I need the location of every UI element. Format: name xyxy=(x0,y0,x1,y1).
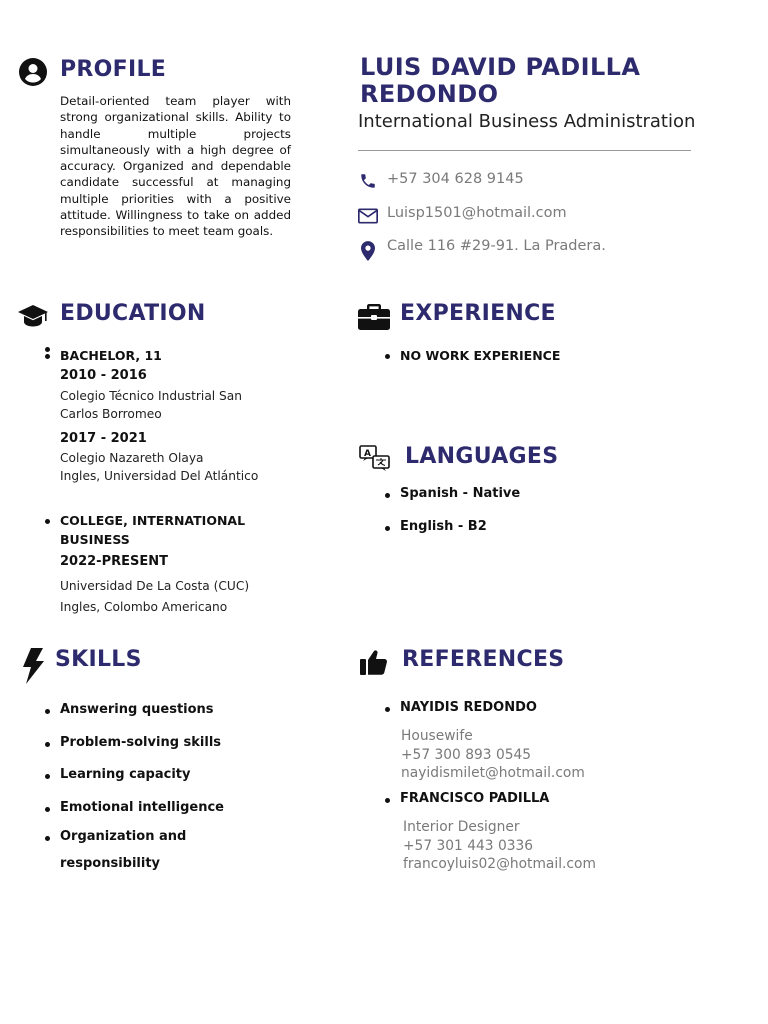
profile-summary: Detail-oriented team player with strong organizational skills. Ability to handle multiple projects simultaneously with a high degree of accuracy. Organized and dependable candidate successful at managing multiple priorities with a positive attitude. Willingness to take on added responsibilities to meet team goals. xyxy=(60,94,291,239)
reference-details-1 xyxy=(401,727,585,783)
languages-heading: LANGUAGES xyxy=(405,444,559,469)
reference-name-2: FRANCISCO PADILLA xyxy=(400,791,550,806)
reference-email-2[interactable]: francoyluis02@hotmail.com xyxy=(403,856,596,872)
experience-heading: EXPERIENCE xyxy=(400,301,556,326)
briefcase-icon xyxy=(358,304,390,330)
reference-phone-1: +57 300 893 0545 xyxy=(401,746,532,763)
bullet-dot xyxy=(45,807,50,812)
reference-phone-2: +57 301 443 0336 xyxy=(403,837,534,854)
contact-address: Calle 116 #29-91. La Pradera. xyxy=(387,238,606,254)
education-degree-2a: COLLEGE, INTERNATIONAL xyxy=(60,513,246,528)
user-circle-icon xyxy=(19,58,47,86)
skills-heading: SKILLS xyxy=(55,647,142,672)
education-period-3: 2022-PRESENT xyxy=(60,554,168,569)
skill-item-continued: responsibility xyxy=(60,856,161,871)
education-entry-1-part-2 xyxy=(60,429,258,485)
thumbs-up-icon xyxy=(360,648,388,676)
header-divider xyxy=(358,150,691,151)
education-school-1a: Colegio Técnico Industrial San xyxy=(60,389,242,403)
skill-item: Learning capacity xyxy=(60,767,191,782)
education-school-3a: Universidad De La Costa (CUC) xyxy=(60,579,250,593)
location-pin-icon xyxy=(361,240,375,262)
bullet-dot xyxy=(385,707,390,712)
translate-icon xyxy=(359,445,393,475)
education-school-2a: Colegio Nazareth Olaya xyxy=(60,451,204,465)
bullet-dot xyxy=(45,836,50,841)
education-heading: EDUCATION xyxy=(60,301,206,326)
education-school-1b: Carlos Borromeo xyxy=(60,407,162,421)
reference-email-1[interactable]: nayidismilet@hotmail.com xyxy=(401,765,585,781)
skill-item: Organization and xyxy=(60,829,187,844)
graduation-cap-icon xyxy=(17,303,49,329)
education-period-2: 2017 - 2021 xyxy=(60,431,147,446)
candidate-title: International Business Administration xyxy=(358,111,696,132)
skill-item: Emotional intelligence xyxy=(60,800,224,815)
bullet-dot xyxy=(385,493,390,498)
bullet-dot xyxy=(385,354,390,359)
education-period-1: 2010 - 2016 xyxy=(60,368,147,383)
email-icon xyxy=(358,208,378,224)
candidate-name: LUIS DAVID PADILLA REDONDO xyxy=(360,53,641,108)
skill-item: Answering questions xyxy=(60,702,214,717)
bullet-dot xyxy=(385,526,390,531)
language-item-english: English - B2 xyxy=(400,519,487,534)
contact-phone: +57 304 628 9145 xyxy=(387,171,524,187)
bullet-dot xyxy=(385,798,390,803)
experience-item: NO WORK EXPERIENCE xyxy=(400,348,561,363)
bullet-dot xyxy=(45,709,50,714)
reference-role-2: Interior Designer xyxy=(403,819,520,835)
language-item-spanish: Spanish - Native xyxy=(400,486,521,501)
reference-name-1: NAYIDIS REDONDO xyxy=(400,700,537,715)
education-degree-1: BACHELOR, 11 xyxy=(60,348,162,363)
contact-email[interactable]: Luisp1501@hotmail.com xyxy=(387,205,567,221)
bullet-dot xyxy=(45,774,50,779)
education-entry-2 xyxy=(60,511,300,618)
skill-item: Problem-solving skills xyxy=(60,735,222,750)
phone-icon xyxy=(359,171,377,191)
references-heading: REFERENCES xyxy=(402,647,565,672)
bullet-dot xyxy=(45,742,50,747)
bullet-dot xyxy=(45,354,50,359)
profile-heading: PROFILE xyxy=(60,57,167,82)
lightning-bolt-icon xyxy=(21,648,45,684)
reference-details-2 xyxy=(403,818,596,874)
bullet-dot xyxy=(45,519,50,524)
education-school-2b: Ingles, Universidad Del Atlántico xyxy=(60,469,259,483)
svg-text:A: A xyxy=(364,449,371,459)
reference-role-1: Housewife xyxy=(401,728,473,744)
education-school-3b: Ingles, Colombo Americano xyxy=(60,600,228,614)
education-degree-2b: BUSINESS xyxy=(60,532,130,547)
